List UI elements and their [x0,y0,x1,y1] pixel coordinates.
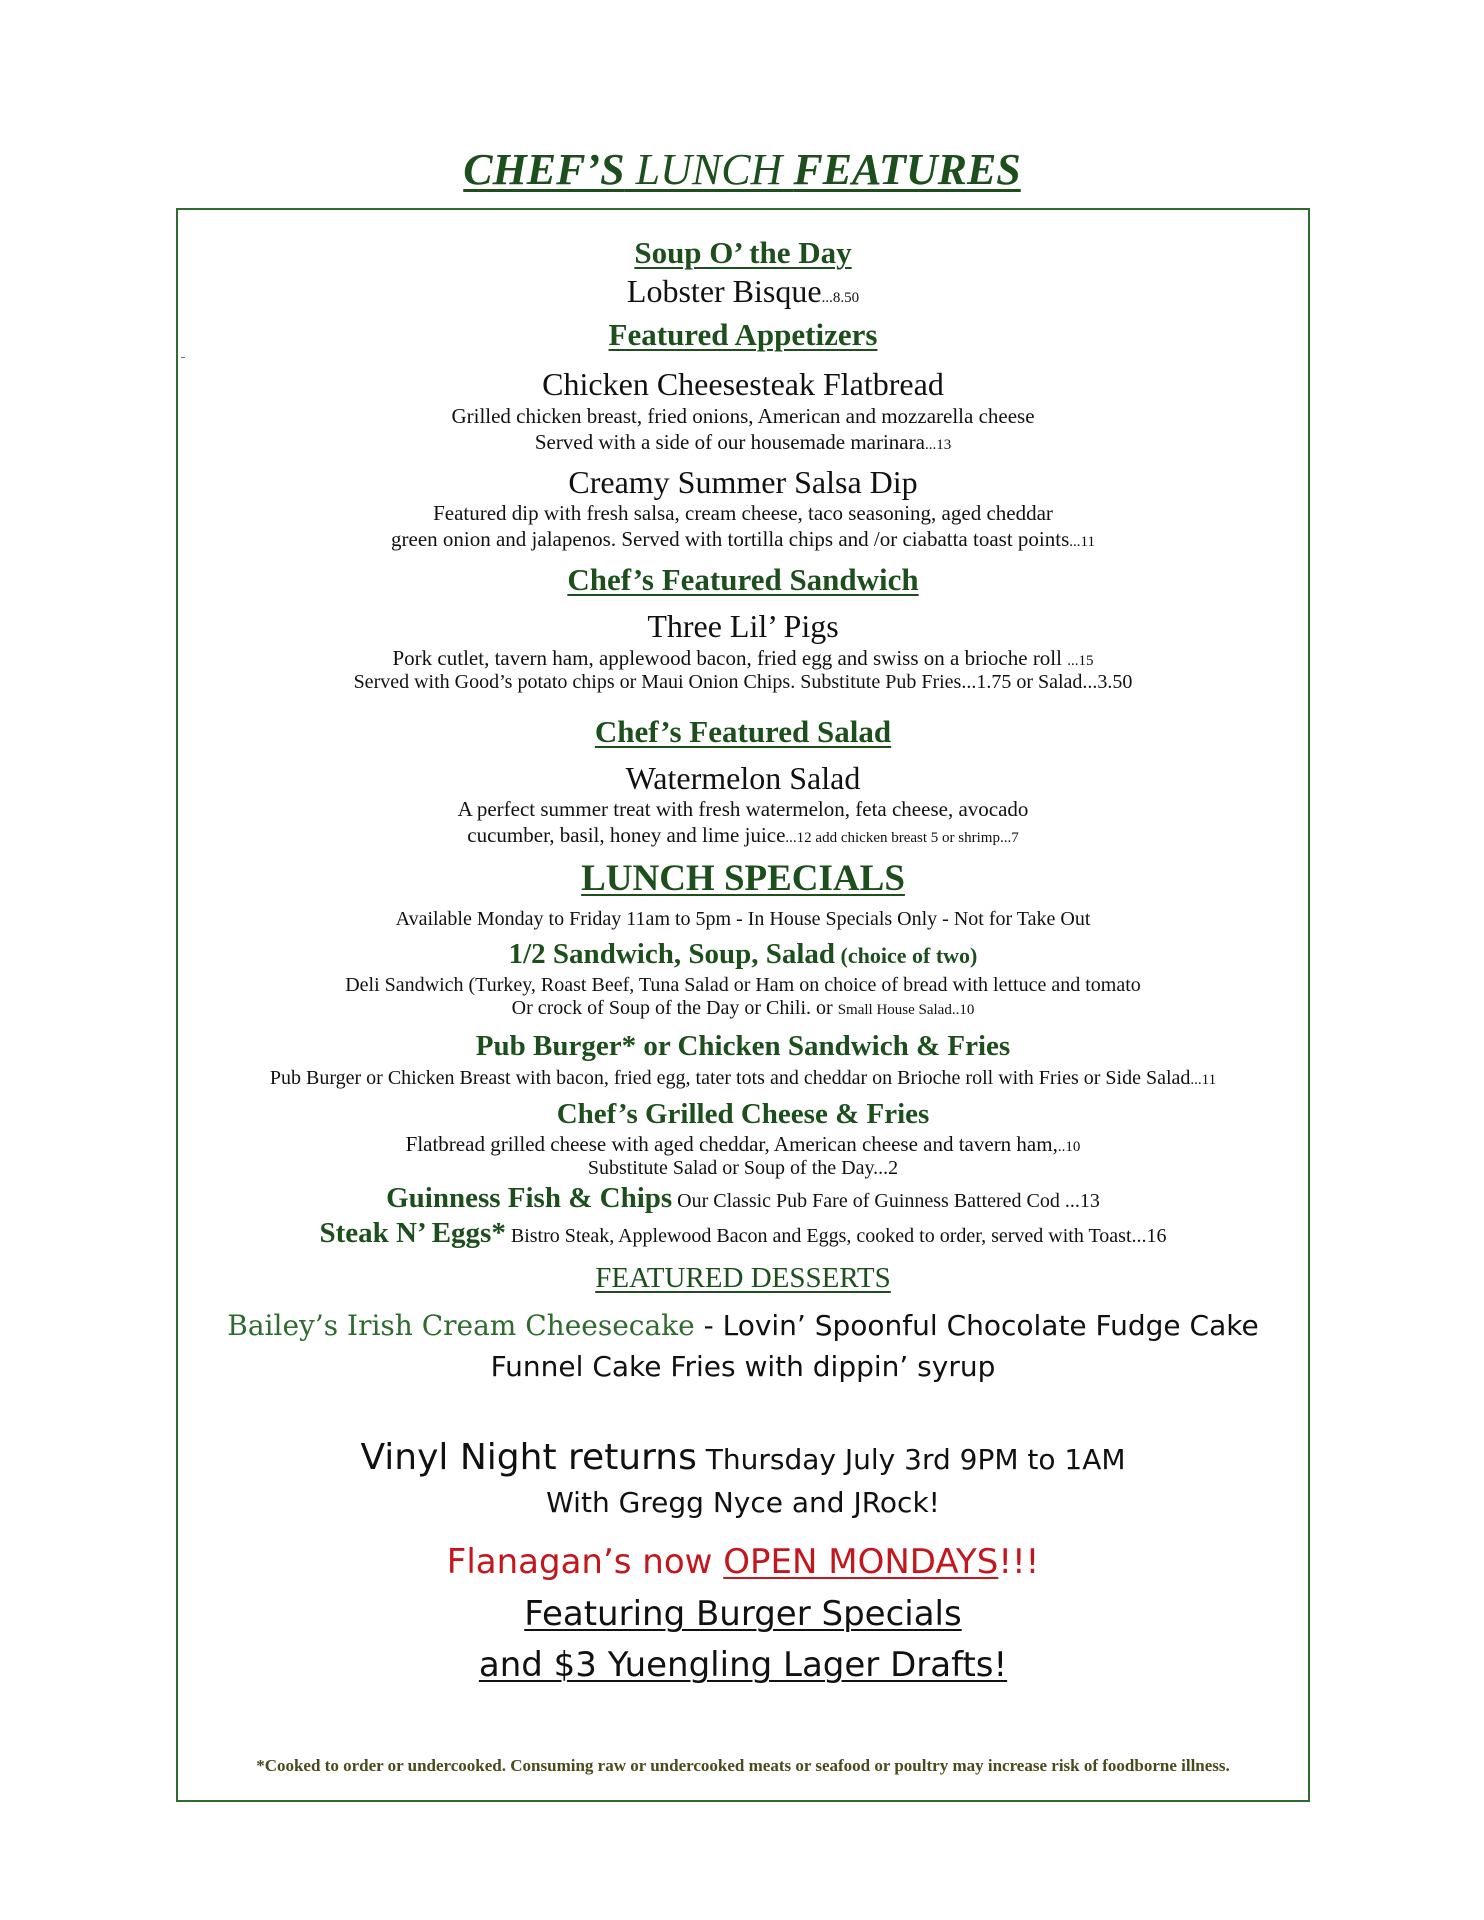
burger-specials-line: Featuring Burger Specials [524,1594,962,1634]
salad-heading: Chef’s Featured Salad [594,714,892,749]
grilled-cheese-desc-2: Substitute Salad or Soup of the Day...2 [587,1157,899,1179]
desserts-line-2: Funnel Cake Fries with dippin’ syrup [490,1350,996,1383]
stray-mark [181,357,185,358]
sandwich-desc-1: Pork cutlet, tavern ham, applewood bacon, fried egg and swiss on a brioche roll ...15 [392,646,1094,670]
appetizer-2-name: Creamy Summer Salsa Dip [568,464,918,500]
salad-desc-1: A perfect summer treat with fresh watermelon, feta cheese, avocado [457,797,1029,821]
appetizer-2-desc-1: Featured dip with fresh salsa, cream cheese, taco seasoning, aged cheddar [433,501,1053,525]
soup-price: ...8.50 [821,290,860,306]
desserts-line-1: Bailey’s Irish Cream Cheesecake - Lovin’ Spoonful Chocolate Fudge Cake [227,1309,1259,1342]
soup-item: Lobster Bisque...8.50 [626,273,860,309]
grilled-cheese-desc-1: Flatbread grilled cheese with aged cheddar, American cheese and tavern ham,..10 [405,1132,1081,1156]
sandwich-desc-2: Served with Good’s potato chips or Maui Onion Chips. Substitute Pub Fries...1.75 or Salad...3.50 [353,671,1133,693]
grilled-cheese-title: Chef’s Grilled Cheese & Fries [556,1098,930,1130]
open-mondays-line: Flanagan’s now OPEN MONDAYS!!! [446,1542,1040,1582]
steak-eggs-line: Steak N’ Eggs* Bistro Steak, Applewood Bacon and Eggs, cooked to order, served with Toast...16 [319,1217,1167,1249]
appetizer-1-desc-2: Served with a side of our housemade marinara...13 [534,430,952,454]
appetizer-1-desc-1: Grilled chicken breast, fried onions, American and mozzarella cheese [451,404,1035,428]
sandwich-name: Three Lil’ Pigs [647,608,839,644]
desserts-heading: FEATURED DESSERTS [595,1262,891,1294]
salad-name: Watermelon Salad [625,760,861,796]
sandwich-heading: Chef’s Featured Sandwich [567,562,919,597]
yuengling-line: and $3 Yuengling Lager Drafts! [478,1645,1008,1685]
vinyl-night-hosts: With Gregg Nyce and JRock! [546,1486,940,1519]
food-safety-disclaimer: *Cooked to order or undercooked. Consuming raw or undercooked meats or seafood or poultry may increase risk of foodborne illness. [256,1756,1230,1775]
fish-chips-line: Guinness Fish & Chips Our Classic Pub Fare of Guinness Battered Cod ...13 [386,1182,1100,1214]
soup-heading: Soup O’ the Day [634,235,852,270]
appetizer-1-name: Chicken Cheesesteak Flatbread [542,366,944,402]
half-sandwich-title: 1/2 Sandwich, Soup, Salad (choice of two) [508,938,978,970]
appetizer-2-desc-2: green onion and jalapenos. Served with tortilla chips and /or ciabatta toast points...11 [391,527,1095,551]
vinyl-night-line: Vinyl Night returns Thursday July 3rd 9PM to 1AM [360,1437,1126,1478]
appetizers-heading: Featured Appetizers [608,317,878,352]
lunch-availability: Available Monday to Friday 11am to 5pm - In House Specials Only - Not for Take Out [395,908,1091,930]
half-sandwich-desc-1: Deli Sandwich (Turkey, Roast Beef, Tuna Salad or Ham on choice of bread with lettuce and tomato [345,974,1141,996]
half-sandwich-desc-2: Or crock of Soup of the Day or Chili. or Small House Salad..10 [511,997,975,1019]
page-title: CHEF’S LUNCH FEATURES [463,145,1021,194]
salad-desc-2: cucumber, basil, honey and lime juice...12 add chicken breast 5 or shrimp...7 [467,823,1019,847]
burger-title: Pub Burger* or Chicken Sandwich & Fries [475,1030,1011,1062]
burger-desc: Pub Burger or Chicken Breast with bacon, fried egg, tater tots and cheddar on Brioche roll with Fries or Side Salad...11 [269,1067,1217,1089]
lunch-specials-heading: LUNCH SPECIALS [581,858,905,899]
